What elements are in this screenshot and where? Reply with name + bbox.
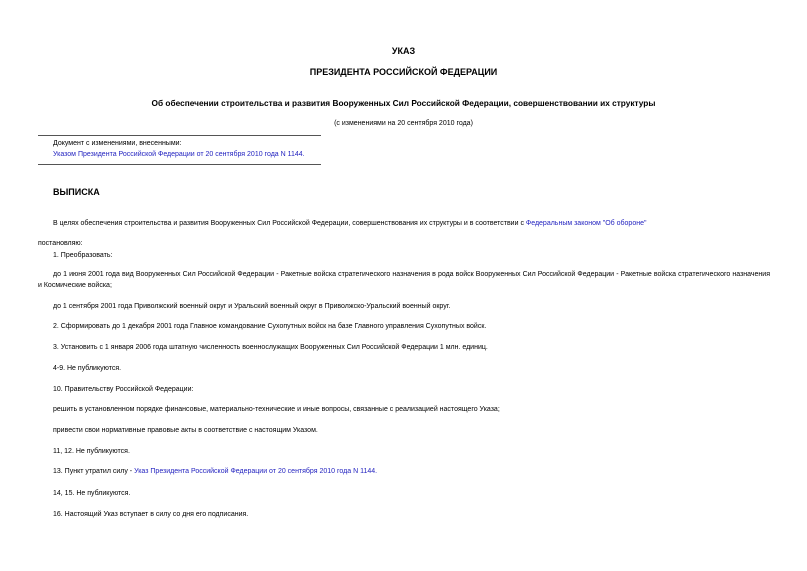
item-4-9: 4-9. Не публикуются. <box>53 365 122 372</box>
decree-subject: Об обеспечении строительства и развития Вооруженных Сил Российской Федерации, совершенствовании их структуры <box>151 98 656 108</box>
section-title: ВЫПИСКА <box>53 187 100 197</box>
item-10a: решить в установленном порядке финансовые, материально-технические и иные вопросы, связанные с реализацией настоящего Указа; <box>53 406 500 413</box>
item-2: 2. Сформировать до 1 декабря 2001 года Главное командование Сухопутных войск на базе Главного управления Сухопутных войск. <box>53 323 487 330</box>
changes-box-top-rule <box>38 135 321 136</box>
decree-title: УКАЗ <box>391 46 416 56</box>
item-3: 3. Установить с 1 января 2006 года штатную численность военнослужащих Вооруженных Сил Российской Федерации 1 млн. единиц. <box>53 344 488 351</box>
defense-law-link[interactable]: Федеральным законом "Об обороне" <box>525 220 647 227</box>
item-16: 16. Настоящий Указ вступает в силу со дня его подписания. <box>53 511 249 518</box>
amendment-note: (с изменениями на 20 сентября 2010 года) <box>334 120 473 127</box>
preamble <box>53 219 646 228</box>
item-13 <box>53 467 377 476</box>
item-10: 10. Правительству Российской Федерации: <box>53 386 194 393</box>
preamble-text: В целях обеспечения строительства и развития Вооруженных Сил Российской Федерации, совершенствования их структуры и в соответствии с <box>53 220 526 227</box>
item-1a: до 1 июня 2001 года вид Вооруженных Сил Российской Федерации - Ракетные войска стратегического назначения в рода войск Вооруженных Сил Российской Федерации - Ракетные войска стратегического назначения и Космические войска; <box>38 271 770 289</box>
item-10b: привести свои нормативные правовые акты в соответствие с настоящим Указом. <box>53 427 318 434</box>
item-14-15: 14, 15. Не публикуются. <box>53 490 131 497</box>
changes-box-label: Документ с изменениями, внесенными: <box>53 140 182 147</box>
changes-box-bottom-rule <box>38 164 321 165</box>
decree-1144-link[interactable]: Указ Президента Российской Федерации от 20 сентября 2010 года N 1144. <box>134 468 378 475</box>
changes-box-link[interactable]: Указом Президента Российской Федерации от 20 сентября 2010 года N 1144. <box>53 151 305 158</box>
item-11-12: 11, 12. Не публикуются. <box>53 448 130 455</box>
decree-issuer: ПРЕЗИДЕНТА РОССИЙСКОЙ ФЕДЕРАЦИИ <box>309 67 498 77</box>
item-1: 1. Преобразовать: <box>53 252 113 259</box>
decree-word: постановляю: <box>38 240 83 247</box>
item-13-text: 13. Пункт утратил силу - <box>53 468 135 475</box>
item-1b: до 1 сентября 2001 года Приволжский военный округ и Уральский военный округ в Приволжско-Уральский военный округ. <box>53 303 451 310</box>
